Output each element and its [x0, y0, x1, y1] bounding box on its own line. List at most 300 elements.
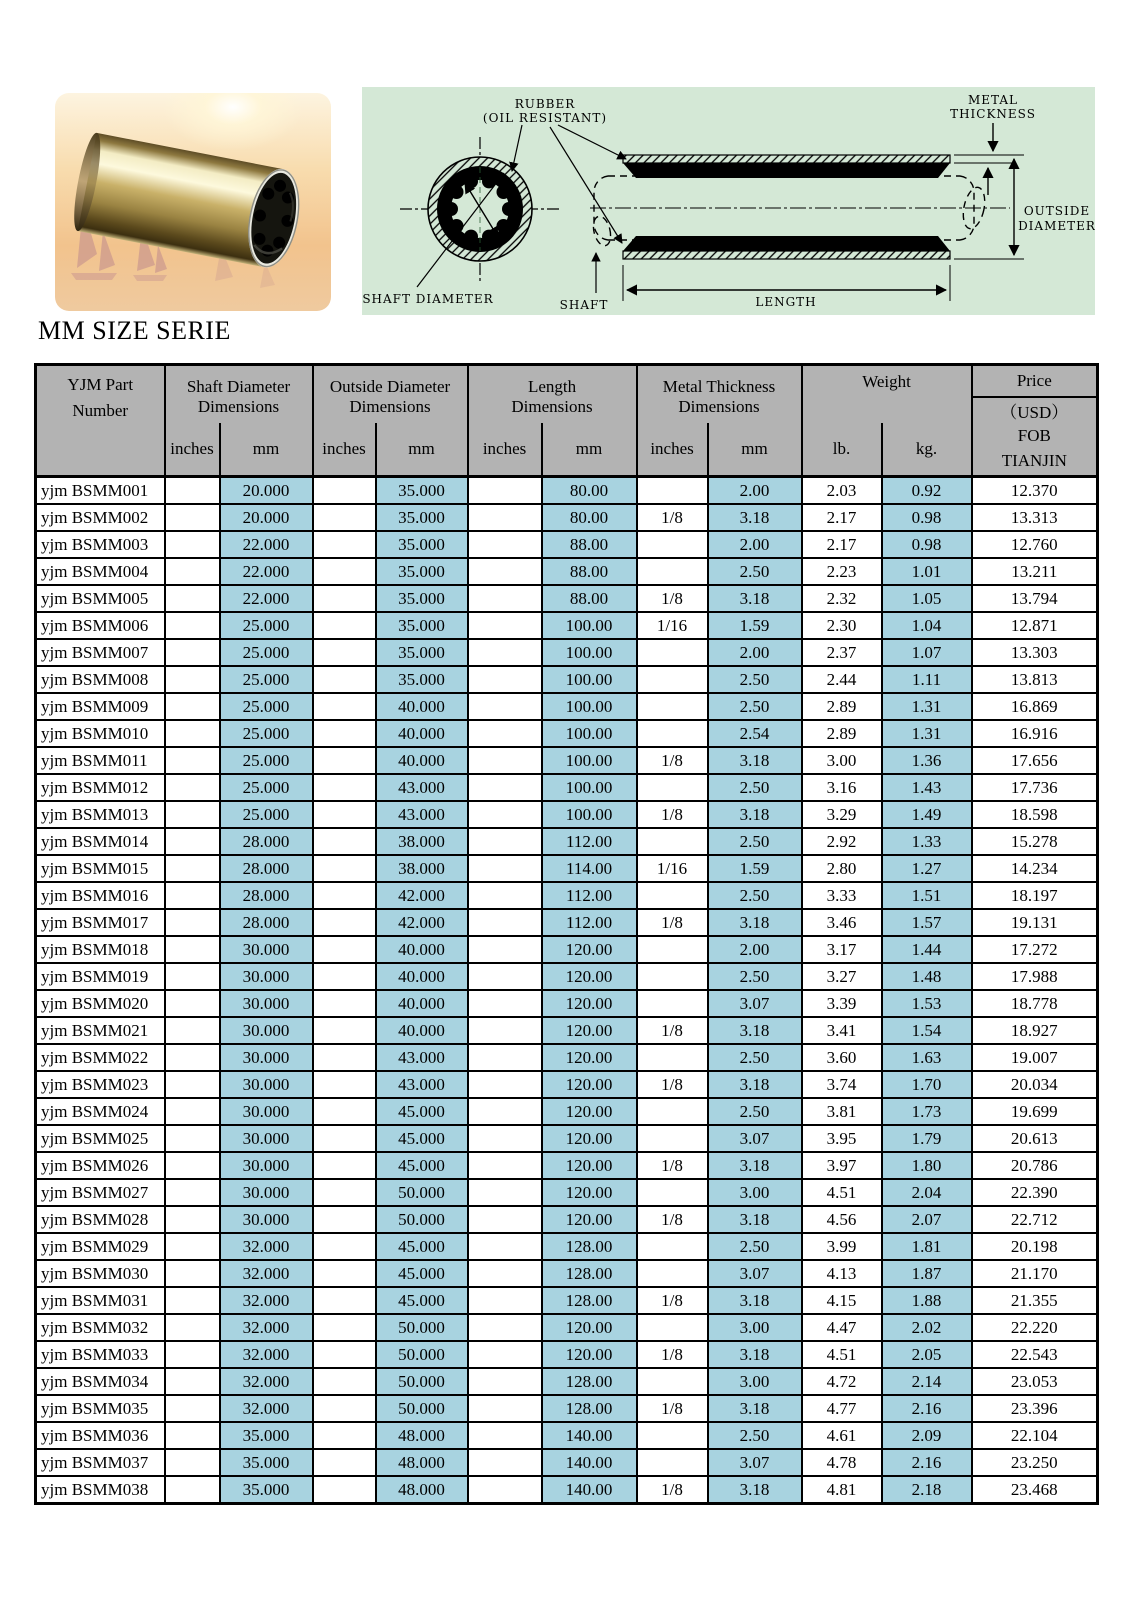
- shaft-mm-cell: 30.000: [220, 1125, 313, 1152]
- weight-kg-cell: 2.18: [882, 1476, 972, 1504]
- table-row: [36, 585, 1098, 612]
- length-mm-cell: 100.00: [542, 693, 637, 720]
- weight-kg-cell: 2.14: [882, 1368, 972, 1395]
- outside-mm-cell: 40.000: [376, 936, 468, 963]
- price-cell: 19.699: [972, 1098, 1098, 1125]
- price-cell: 13.313: [972, 504, 1098, 531]
- outside-mm-cell: 50.000: [376, 1395, 468, 1422]
- col-header-price-fob-line2: TIANJIN: [1001, 450, 1067, 470]
- weight-lb-cell: 4.51: [802, 1179, 882, 1206]
- shaft-mm-cell: 30.000: [220, 936, 313, 963]
- price-cell: 13.794: [972, 585, 1098, 612]
- part-number-cell: yjm BSMM027: [36, 1179, 165, 1206]
- part-number-cell: yjm BSMM017: [36, 909, 165, 936]
- length-mm-cell: 120.00: [542, 1071, 637, 1098]
- weight-lb-cell: 3.74: [802, 1071, 882, 1098]
- length-mm-cell: 100.00: [542, 747, 637, 774]
- weight-lb-cell: 3.99: [802, 1233, 882, 1260]
- length-mm-cell: 128.00: [542, 1395, 637, 1422]
- shaft-mm-cell: 22.000: [220, 585, 313, 612]
- table-header: [36, 365, 1098, 477]
- weight-lb-cell: 4.61: [802, 1422, 882, 1449]
- length-inches-cell: [468, 909, 542, 936]
- shaft-mm-cell: 30.000: [220, 1071, 313, 1098]
- shaft-mm-cell: 25.000: [220, 612, 313, 639]
- weight-lb-cell: 3.46: [802, 909, 882, 936]
- part-number-cell: yjm BSMM020: [36, 990, 165, 1017]
- length-mm-cell: 120.00: [542, 1206, 637, 1233]
- weight-lb-cell: 2.44: [802, 666, 882, 693]
- col-header-outside-inches: inches: [313, 423, 376, 477]
- rubber-label-2: (OIL RESISTANT): [482, 111, 608, 125]
- shaft-mm-cell: 32.000: [220, 1395, 313, 1422]
- thickness-mm-cell: 2.50: [708, 774, 802, 801]
- thickness-inches-cell: 1/8: [637, 504, 708, 531]
- length-mm-cell: 114.00: [542, 855, 637, 882]
- outside-inches-cell: [313, 774, 376, 801]
- length-mm-cell: 120.00: [542, 1314, 637, 1341]
- weight-kg-cell: 2.07: [882, 1206, 972, 1233]
- col-header-shaft-diameter: Shaft Diameter: [165, 365, 313, 397]
- thickness-inches-cell: [637, 477, 708, 505]
- thickness-mm-cell: 3.18: [708, 801, 802, 828]
- length-inches-cell: [468, 990, 542, 1017]
- weight-kg-cell: 2.09: [882, 1422, 972, 1449]
- table-row: [36, 1449, 1098, 1476]
- col-header-length: Length: [468, 365, 637, 397]
- outside-mm-cell: 40.000: [376, 720, 468, 747]
- outside-inches-cell: [313, 909, 376, 936]
- length-mm-cell: 140.00: [542, 1422, 637, 1449]
- shaft-mm-cell: 30.000: [220, 1017, 313, 1044]
- length-inches-cell: [468, 504, 542, 531]
- length-inches-cell: [468, 855, 542, 882]
- part-number-cell: yjm BSMM035: [36, 1395, 165, 1422]
- thickness-inches-cell: 1/16: [637, 612, 708, 639]
- thickness-mm-cell: 2.50: [708, 1098, 802, 1125]
- length-mm-cell: 120.00: [542, 1125, 637, 1152]
- outside-inches-cell: [313, 855, 376, 882]
- weight-kg-cell: 1.87: [882, 1260, 972, 1287]
- length-inches-cell: [468, 936, 542, 963]
- outside-inches-cell: [313, 1071, 376, 1098]
- table-row: [36, 828, 1098, 855]
- product-photo: [55, 93, 331, 311]
- length-mm-cell: 112.00: [542, 909, 637, 936]
- part-number-cell: yjm BSMM009: [36, 693, 165, 720]
- shaft-mm-cell: 35.000: [220, 1476, 313, 1504]
- thickness-mm-cell: 3.18: [708, 504, 802, 531]
- length-inches-cell: [468, 1449, 542, 1476]
- weight-kg-cell: 1.70: [882, 1071, 972, 1098]
- table-row: [36, 612, 1098, 639]
- length-inches-cell: [468, 720, 542, 747]
- part-number-cell: yjm BSMM024: [36, 1098, 165, 1125]
- weight-lb-cell: 2.32: [802, 585, 882, 612]
- metal-thickness-label: METAL: [967, 93, 1019, 107]
- shaft-inches-cell: [165, 963, 220, 990]
- price-cell: 21.355: [972, 1287, 1098, 1314]
- weight-kg-cell: 1.54: [882, 1017, 972, 1044]
- bearing-photo-illustration: [55, 93, 331, 311]
- table-row: [36, 1044, 1098, 1071]
- weight-lb-cell: 4.78: [802, 1449, 882, 1476]
- weight-lb-cell: 3.00: [802, 747, 882, 774]
- col-header-price-usd: （USD）: [972, 397, 1098, 423]
- thickness-mm-cell: 2.00: [708, 477, 802, 505]
- shaft-mm-cell: 30.000: [220, 1044, 313, 1071]
- length-inches-cell: [468, 747, 542, 774]
- length-mm-cell: 128.00: [542, 1233, 637, 1260]
- thickness-mm-cell: 2.50: [708, 666, 802, 693]
- price-cell: 12.871: [972, 612, 1098, 639]
- thickness-mm-cell: 3.18: [708, 585, 802, 612]
- col-header-price-fob: [972, 423, 1098, 477]
- length-mm-cell: 100.00: [542, 639, 637, 666]
- part-number-cell: yjm BSMM028: [36, 1206, 165, 1233]
- col-header-shaft-dimensions: Dimensions: [165, 397, 313, 423]
- outside-mm-cell: 45.000: [376, 1125, 468, 1152]
- length-inches-cell: [468, 1179, 542, 1206]
- shaft-inches-cell: [165, 1071, 220, 1098]
- thickness-mm-cell: 3.00: [708, 1314, 802, 1341]
- outside-mm-cell: 40.000: [376, 963, 468, 990]
- shaft-inches-cell: [165, 801, 220, 828]
- weight-kg-cell: 1.48: [882, 963, 972, 990]
- outside-mm-cell: 48.000: [376, 1449, 468, 1476]
- shaft-mm-cell: 25.000: [220, 720, 313, 747]
- weight-kg-cell: 1.31: [882, 693, 972, 720]
- weight-kg-cell: 1.05: [882, 585, 972, 612]
- shaft-mm-cell: 30.000: [220, 963, 313, 990]
- weight-kg-cell: 1.04: [882, 612, 972, 639]
- outside-mm-cell: 35.000: [376, 612, 468, 639]
- price-cell: 22.390: [972, 1179, 1098, 1206]
- outside-mm-cell: 43.000: [376, 1044, 468, 1071]
- thickness-mm-cell: 3.07: [708, 1260, 802, 1287]
- weight-kg-cell: 1.44: [882, 936, 972, 963]
- shaft-inches-cell: [165, 666, 220, 693]
- outside-inches-cell: [313, 963, 376, 990]
- thickness-inches-cell: 1/16: [637, 855, 708, 882]
- thickness-mm-cell: 3.18: [708, 1476, 802, 1504]
- weight-lb-cell: 2.30: [802, 612, 882, 639]
- part-number-cell: yjm BSMM032: [36, 1314, 165, 1341]
- outside-mm-cell: 48.000: [376, 1476, 468, 1504]
- shaft-mm-cell: 25.000: [220, 666, 313, 693]
- table-row: [36, 990, 1098, 1017]
- outside-inches-cell: [313, 720, 376, 747]
- length-inches-cell: [468, 963, 542, 990]
- part-number-cell: yjm BSMM011: [36, 747, 165, 774]
- price-cell: 19.007: [972, 1044, 1098, 1071]
- shaft-mm-cell: 32.000: [220, 1287, 313, 1314]
- shaft-inches-cell: [165, 1179, 220, 1206]
- weight-lb-cell: 2.89: [802, 720, 882, 747]
- length-mm-cell: 100.00: [542, 801, 637, 828]
- shaft-inches-cell: [165, 720, 220, 747]
- col-header-length-mm: mm: [542, 423, 637, 477]
- length-inches-cell: [468, 693, 542, 720]
- thickness-mm-cell: 3.18: [708, 1206, 802, 1233]
- length-mm-cell: 120.00: [542, 1098, 637, 1125]
- part-number-cell: yjm BSMM036: [36, 1422, 165, 1449]
- col-header-shaft-inches: inches: [165, 423, 220, 477]
- outside-mm-cell: 38.000: [376, 855, 468, 882]
- thickness-mm-cell: 3.18: [708, 747, 802, 774]
- col-header-part-line2: Number: [72, 401, 129, 421]
- shaft-mm-cell: 28.000: [220, 828, 313, 855]
- outside-mm-cell: 40.000: [376, 1017, 468, 1044]
- length-mm-cell: 100.00: [542, 666, 637, 693]
- weight-kg-cell: 1.80: [882, 1152, 972, 1179]
- thickness-inches-cell: 1/8: [637, 747, 708, 774]
- shaft-mm-cell: 25.000: [220, 747, 313, 774]
- price-cell: 18.778: [972, 990, 1098, 1017]
- col-header-price: Price: [972, 365, 1098, 397]
- length-mm-cell: 112.00: [542, 828, 637, 855]
- outside-inches-cell: [313, 990, 376, 1017]
- table-row: [36, 1017, 1098, 1044]
- shaft-mm-cell: 30.000: [220, 1098, 313, 1125]
- thickness-inches-cell: [637, 828, 708, 855]
- col-header-outside-diameter: Outside Diameter: [313, 365, 468, 397]
- weight-kg-cell: 0.92: [882, 477, 972, 505]
- shaft-mm-cell: 35.000: [220, 1449, 313, 1476]
- part-number-cell: yjm BSMM012: [36, 774, 165, 801]
- outside-mm-cell: 40.000: [376, 693, 468, 720]
- length-mm-cell: 120.00: [542, 990, 637, 1017]
- weight-lb-cell: 4.77: [802, 1395, 882, 1422]
- outside-mm-cell: 43.000: [376, 1071, 468, 1098]
- weight-kg-cell: 1.49: [882, 801, 972, 828]
- outside-mm-cell: 35.000: [376, 558, 468, 585]
- shaft-mm-cell: 32.000: [220, 1260, 313, 1287]
- page-title: MM SIZE SERIE: [38, 316, 231, 345]
- thickness-mm-cell: 2.00: [708, 639, 802, 666]
- outside-mm-cell: 35.000: [376, 666, 468, 693]
- thickness-inches-cell: 1/8: [637, 1206, 708, 1233]
- length-inches-cell: [468, 558, 542, 585]
- thickness-inches-cell: 1/8: [637, 909, 708, 936]
- thickness-inches-cell: [637, 666, 708, 693]
- shaft-inches-cell: [165, 693, 220, 720]
- weight-lb-cell: 3.95: [802, 1125, 882, 1152]
- price-cell: 18.197: [972, 882, 1098, 909]
- shaft-inches-cell: [165, 1449, 220, 1476]
- shaft-inches-cell: [165, 531, 220, 558]
- outside-mm-cell: 35.000: [376, 477, 468, 505]
- outside-inches-cell: [313, 1233, 376, 1260]
- thickness-inches-cell: [637, 936, 708, 963]
- table-row: [36, 1152, 1098, 1179]
- shaft-mm-cell: 20.000: [220, 504, 313, 531]
- mm-size-table: [34, 363, 1099, 1505]
- price-cell: 21.170: [972, 1260, 1098, 1287]
- weight-lb-cell: 4.51: [802, 1341, 882, 1368]
- weight-lb-cell: 4.47: [802, 1314, 882, 1341]
- outside-mm-cell: 35.000: [376, 531, 468, 558]
- thickness-inches-cell: [637, 1098, 708, 1125]
- table-row: [36, 1287, 1098, 1314]
- shaft-inches-cell: [165, 1395, 220, 1422]
- shaft-inches-cell: [165, 504, 220, 531]
- col-header-metal-thickness: Metal Thickness: [637, 365, 802, 397]
- thickness-mm-cell: 3.18: [708, 1017, 802, 1044]
- part-number-cell: yjm BSMM033: [36, 1341, 165, 1368]
- outside-mm-cell: 45.000: [376, 1098, 468, 1125]
- part-number-cell: yjm BSMM007: [36, 639, 165, 666]
- table-row: [36, 774, 1098, 801]
- outside-inches-cell: [313, 801, 376, 828]
- table-row: [36, 639, 1098, 666]
- part-number-cell: yjm BSMM029: [36, 1233, 165, 1260]
- weight-lb-cell: 2.23: [802, 558, 882, 585]
- thickness-mm-cell: 2.50: [708, 693, 802, 720]
- thickness-inches-cell: 1/8: [637, 1341, 708, 1368]
- table-row: [36, 1368, 1098, 1395]
- shaft-mm-cell: 32.000: [220, 1233, 313, 1260]
- outside-inches-cell: [313, 1341, 376, 1368]
- outside-inches-cell: [313, 612, 376, 639]
- length-inches-cell: [468, 477, 542, 505]
- part-number-cell: yjm BSMM037: [36, 1449, 165, 1476]
- thickness-inches-cell: [637, 1044, 708, 1071]
- part-number-cell: yjm BSMM025: [36, 1125, 165, 1152]
- outside-mm-cell: 50.000: [376, 1179, 468, 1206]
- thickness-mm-cell: 3.18: [708, 1395, 802, 1422]
- shaft-mm-cell: 28.000: [220, 909, 313, 936]
- thickness-inches-cell: [637, 963, 708, 990]
- weight-kg-cell: 1.81: [882, 1233, 972, 1260]
- weight-kg-cell: 1.33: [882, 828, 972, 855]
- table-row: [36, 693, 1098, 720]
- length-mm-cell: 120.00: [542, 1341, 637, 1368]
- shaft-mm-cell: 30.000: [220, 1152, 313, 1179]
- thickness-mm-cell: 2.00: [708, 936, 802, 963]
- weight-lb-cell: 2.89: [802, 693, 882, 720]
- shaft-mm-cell: 22.000: [220, 531, 313, 558]
- col-header-shaft-mm: mm: [220, 423, 313, 477]
- weight-kg-cell: 1.07: [882, 639, 972, 666]
- thickness-inches-cell: [637, 774, 708, 801]
- thickness-mm-cell: 2.50: [708, 1422, 802, 1449]
- weight-lb-cell: 3.29: [802, 801, 882, 828]
- weight-lb-cell: 3.97: [802, 1152, 882, 1179]
- shaft-mm-cell: 28.000: [220, 882, 313, 909]
- col-header-part-number: [36, 365, 165, 477]
- shaft-inches-cell: [165, 1422, 220, 1449]
- part-number-cell: yjm BSMM023: [36, 1071, 165, 1098]
- part-number-cell: yjm BSMM030: [36, 1260, 165, 1287]
- weight-kg-cell: 1.36: [882, 747, 972, 774]
- shaft-inches-cell: [165, 1476, 220, 1504]
- outside-mm-cell: 45.000: [376, 1233, 468, 1260]
- length-inches-cell: [468, 1368, 542, 1395]
- weight-kg-cell: 2.02: [882, 1314, 972, 1341]
- price-cell: 12.760: [972, 531, 1098, 558]
- thickness-inches-cell: [637, 1422, 708, 1449]
- length-inches-cell: [468, 531, 542, 558]
- weight-kg-cell: 2.05: [882, 1341, 972, 1368]
- shaft-mm-cell: 32.000: [220, 1368, 313, 1395]
- outside-inches-cell: [313, 1179, 376, 1206]
- length-inches-cell: [468, 1395, 542, 1422]
- length-mm-cell: 120.00: [542, 1179, 637, 1206]
- table-row: [36, 882, 1098, 909]
- price-cell: 19.131: [972, 909, 1098, 936]
- thickness-inches-cell: [637, 720, 708, 747]
- outside-inches-cell: [313, 1449, 376, 1476]
- outside-inches-cell: [313, 1017, 376, 1044]
- thickness-inches-cell: [637, 1179, 708, 1206]
- weight-kg-cell: 1.73: [882, 1098, 972, 1125]
- outside-inches-cell: [313, 1044, 376, 1071]
- col-header-outside-mm: mm: [376, 423, 468, 477]
- thickness-inches-cell: 1/8: [637, 1395, 708, 1422]
- technical-diagram: [362, 87, 1095, 315]
- outside-mm-cell: 50.000: [376, 1341, 468, 1368]
- shaft-inches-cell: [165, 1233, 220, 1260]
- thickness-mm-cell: 3.18: [708, 1071, 802, 1098]
- weight-lb-cell: 4.81: [802, 1476, 882, 1504]
- part-number-cell: yjm BSMM005: [36, 585, 165, 612]
- shaft-inches-cell: [165, 639, 220, 666]
- outside-mm-cell: 45.000: [376, 1260, 468, 1287]
- outside-mm-cell: 42.000: [376, 882, 468, 909]
- thickness-inches-cell: [637, 1260, 708, 1287]
- part-number-cell: yjm BSMM006: [36, 612, 165, 639]
- length-inches-cell: [468, 1422, 542, 1449]
- price-cell: 18.598: [972, 801, 1098, 828]
- outside-inches-cell: [313, 828, 376, 855]
- table-row: [36, 1179, 1098, 1206]
- outside-inches-cell: [313, 639, 376, 666]
- outside-inches-cell: [313, 666, 376, 693]
- part-number-cell: yjm BSMM031: [36, 1287, 165, 1314]
- outside-inches-cell: [313, 585, 376, 612]
- shaft-inches-cell: [165, 990, 220, 1017]
- weight-lb-cell: 2.80: [802, 855, 882, 882]
- thickness-mm-cell: 2.50: [708, 828, 802, 855]
- weight-lb-cell: 2.17: [802, 504, 882, 531]
- weight-lb-cell: 4.72: [802, 1368, 882, 1395]
- outside-mm-cell: 45.000: [376, 1152, 468, 1179]
- shaft-inches-cell: [165, 1152, 220, 1179]
- table-row: [36, 558, 1098, 585]
- table-row: [36, 1125, 1098, 1152]
- length-inches-cell: [468, 801, 542, 828]
- table-row: [36, 531, 1098, 558]
- shaft-inches-cell: [165, 1017, 220, 1044]
- shaft-inches-cell: [165, 1125, 220, 1152]
- length-mm-cell: 140.00: [542, 1449, 637, 1476]
- weight-kg-cell: 0.98: [882, 504, 972, 531]
- length-inches-cell: [468, 774, 542, 801]
- outside-mm-cell: 50.000: [376, 1368, 468, 1395]
- table-row: [36, 909, 1098, 936]
- price-cell: 16.916: [972, 720, 1098, 747]
- thickness-inches-cell: [637, 1125, 708, 1152]
- shaft-inches-cell: [165, 936, 220, 963]
- thickness-mm-cell: 3.07: [708, 1125, 802, 1152]
- length-mm-cell: 100.00: [542, 720, 637, 747]
- table-row: [36, 1260, 1098, 1287]
- thickness-inches-cell: 1/8: [637, 1476, 708, 1504]
- weight-kg-cell: 1.43: [882, 774, 972, 801]
- shaft-mm-cell: 25.000: [220, 693, 313, 720]
- col-header-weight-lb: lb.: [802, 423, 882, 477]
